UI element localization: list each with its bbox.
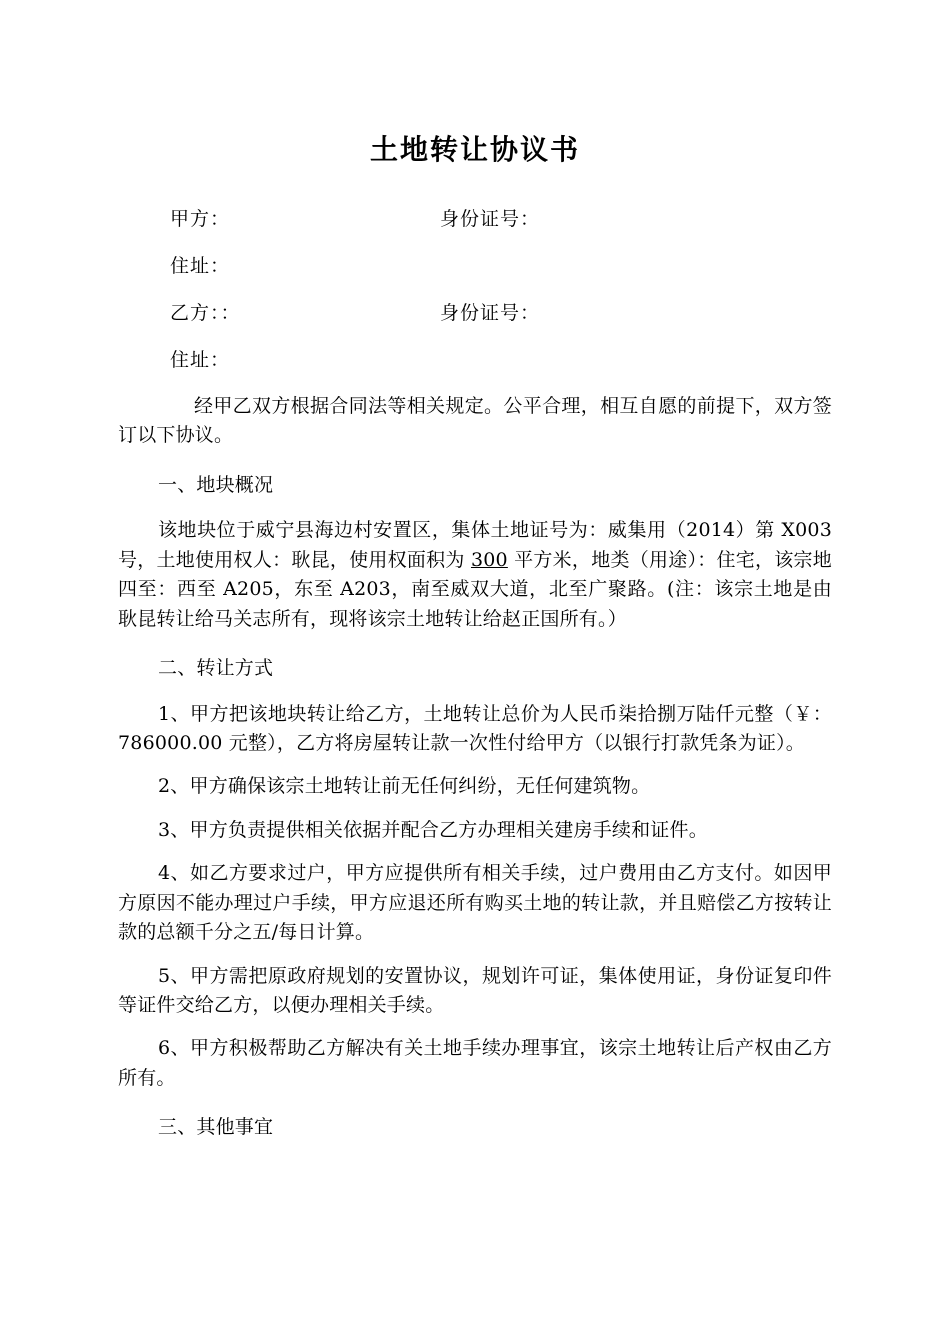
party-info-block (118, 204, 832, 372)
party-a-label: 甲方： (170, 208, 231, 230)
section-2-item-6: 6、甲方积极帮助乙方解决有关土地手续办理事宜，该宗土地转让后产权由乙方所有。 (118, 1037, 832, 1089)
document-content (118, 0, 832, 1159)
land-desc-part-2: 平方米，地类（用途）：住宅，该宗地四至：西至 A205，东至 A203，南至威双大道，北至广聚路。(注：该宗土地是由耿昆转让给马关志所有，现将该宗土地转让给赵正国所有。） (118, 548, 833, 630)
section-2-item-5: 5、甲方需把原政府规划的安置协议，规划许可证，集体使用证，身份证复印件等证件交给乙方，以便办理相关手续。 (118, 964, 832, 1016)
section-2-item-2: 2、甲方确保该宗土地转让前无任何纠纷，无任何建筑物。 (158, 775, 651, 798)
section-heading-3: 三、其他事宜 (158, 1116, 274, 1139)
section-heading-1: 一、地块概况 (158, 473, 274, 496)
party-row (118, 251, 832, 278)
section-2-item-1: 1、甲方把该地块转让给乙方，土地转让总价为人民币柒拾捌万陆仟元整（￥：786000.00 元整），乙方将房屋转让款一次性付给甲方（以银行打款凭条为证）。 (118, 702, 832, 754)
section-heading-2: 二、转让方式 (158, 657, 274, 680)
party-a-id-label: 身份证号： (440, 208, 541, 230)
section-2-item-4: 4、如乙方要求过户，甲方应提供所有相关手续，过户费用由乙方支付。如因甲方原因不能办理过户手续，甲方应退还所有购买土地的转让款，并且赔偿乙方按转让款的总额千分之五/每日计算。 (118, 862, 832, 944)
section-2-item-3: 3、甲方负责提供相关依据并配合乙方办理相关建房手续和证件。 (158, 818, 708, 841)
party-a-address-label: 住址： (170, 255, 231, 277)
party-b-label: 乙方：： (170, 302, 241, 324)
page-title: 土地转让协议书 (369, 133, 580, 166)
land-desc-part-1: 该地块位于威宁县海边村安置区，集体土地证号为：威集用（2014）第 X003 号，土地使用权人：耿昆，使用权面积为 (118, 519, 832, 571)
party-row (118, 204, 832, 231)
party-row (118, 345, 832, 372)
preamble-paragraph: 经甲乙双方根据合同法等相关规定。公平合理，相互自愿的前提下，双方签订以下协议。 (118, 395, 832, 447)
party-b-address-label: 住址： (170, 349, 231, 371)
party-row (118, 298, 832, 325)
section-1-paragraph-1 (118, 516, 832, 634)
party-b-id-label: 身份证号： (440, 302, 541, 324)
land-area-value: 300 (470, 548, 508, 571)
